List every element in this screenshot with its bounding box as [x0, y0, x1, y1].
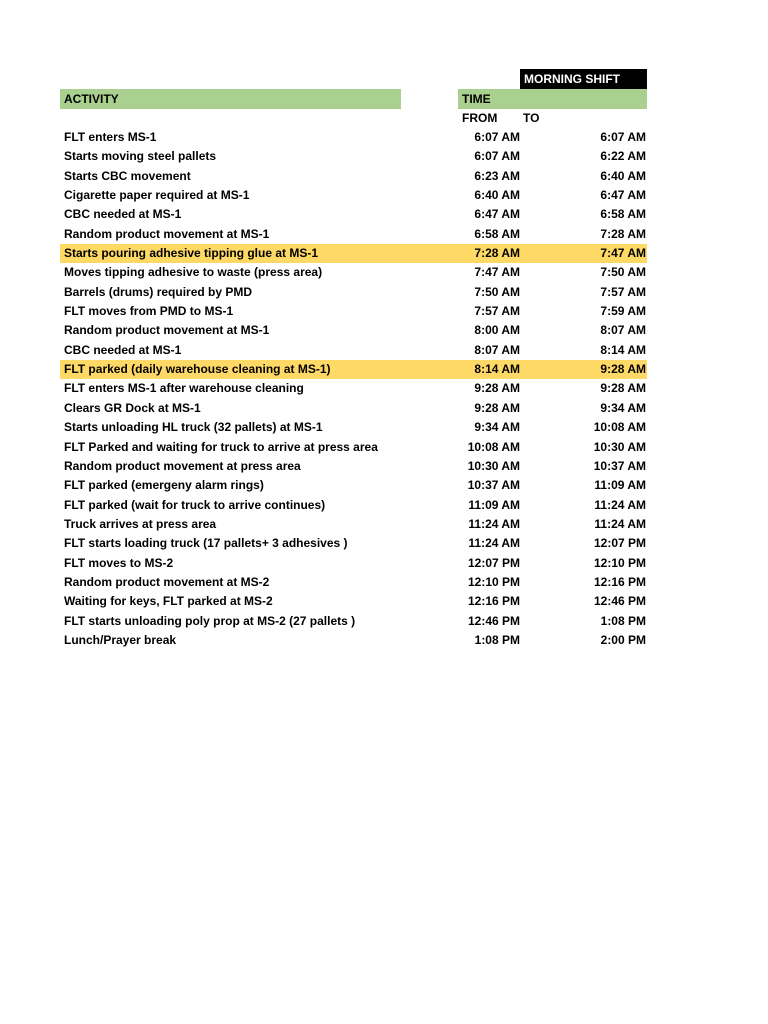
to-time-cell: 1:08 PM	[600, 613, 646, 628]
from-time-cell: 10:08 AM	[467, 439, 520, 454]
to-time-cell: 6:47 AM	[600, 188, 646, 203]
from-time-cell: 9:28 AM	[474, 400, 520, 415]
activity-cell: CBC needed at MS-1	[64, 342, 182, 357]
from-time-cell: 10:30 AM	[467, 458, 520, 473]
to-time-cell: 11:24 AM	[594, 497, 646, 512]
activity-cell: Waiting for keys, FLT parked at MS-2	[64, 594, 273, 609]
table-row	[60, 379, 647, 398]
activity-cell: Barrels (drums) required by PMD	[64, 284, 253, 299]
to-time-cell: 11:09 AM	[594, 478, 646, 493]
to-time-cell: 2:00 PM	[600, 632, 646, 647]
table-row	[60, 515, 647, 534]
to-header: TO	[523, 111, 540, 125]
from-time-cell: 6:47 AM	[474, 207, 520, 222]
to-time-cell: 9:34 AM	[600, 400, 646, 415]
from-time-cell: 6:23 AM	[474, 168, 520, 183]
to-time-cell: 11:24 AM	[594, 516, 646, 531]
table-row	[60, 554, 647, 573]
activity-table	[60, 128, 647, 650]
activity-cell: Truck arrives at press area	[64, 516, 217, 531]
activity-cell: Moves tipping adhesive to waste (press area)	[64, 265, 323, 280]
from-time-cell: 12:46 PM	[467, 613, 520, 628]
activity-cell: FLT parked (emergeny alarm rings)	[64, 478, 264, 493]
table-row	[60, 128, 647, 147]
to-time-cell: 10:37 AM	[593, 458, 646, 473]
from-time-cell: 11:09 AM	[468, 497, 520, 512]
shift-label: MORNING SHIFT	[520, 69, 647, 89]
to-time-cell: 12:07 PM	[593, 536, 646, 551]
table-row	[60, 573, 647, 592]
activity-cell: Random product movement at MS-1	[64, 323, 270, 338]
activity-cell: FLT parked (daily warehouse cleaning at MS-1)	[64, 362, 331, 377]
from-time-cell: 11:24 AM	[468, 536, 520, 551]
table-row	[60, 147, 647, 166]
from-time-cell: 7:28 AM	[474, 246, 520, 261]
from-time-cell: 7:47 AM	[474, 265, 520, 280]
table-row	[60, 225, 647, 244]
activity-cell: Starts unloading HL truck (32 pallets) at MS-1	[64, 420, 323, 435]
table-row	[60, 399, 647, 418]
from-time-cell: 9:34 AM	[474, 420, 520, 435]
to-time-cell: 7:50 AM	[600, 265, 646, 280]
activity-cell: FLT parked (wait for truck to arrive continues)	[64, 497, 326, 512]
from-header: FROM	[462, 111, 498, 125]
activity-cell: Random product movement at MS-2	[64, 574, 270, 589]
from-time-cell: 10:37 AM	[467, 478, 520, 493]
from-time-cell: 8:14 AM	[474, 362, 520, 377]
activity-cell: CBC needed at MS-1	[64, 207, 182, 222]
from-time-cell: 7:57 AM	[474, 304, 520, 319]
table-row	[60, 321, 647, 340]
activity-cell: FLT moves to MS-2	[64, 555, 174, 570]
activity-cell: Clears GR Dock at MS-1	[64, 400, 201, 415]
table-row	[60, 283, 647, 302]
from-time-cell: 1:08 PM	[474, 632, 520, 647]
activity-cell: Random product movement at MS-1	[64, 226, 270, 241]
table-row	[60, 457, 647, 476]
table-row	[60, 302, 647, 321]
table-row	[60, 205, 647, 224]
activity-cell: FLT enters MS-1	[64, 130, 157, 144]
from-time-cell: 12:10 PM	[467, 574, 520, 589]
activity-cell: FLT Parked and waiting for truck to arrive at press area	[64, 439, 378, 454]
activity-cell: Starts moving steel pallets	[64, 149, 217, 164]
to-time-cell: 12:16 PM	[593, 574, 646, 589]
from-time-cell: 6:58 AM	[474, 226, 520, 241]
to-time-cell: 10:08 AM	[593, 420, 646, 435]
to-time-cell: 9:28 AM	[600, 381, 646, 396]
table-row	[60, 612, 647, 631]
from-time-cell: 6:40 AM	[474, 188, 520, 203]
to-time-cell: 10:30 AM	[593, 439, 646, 454]
activity-cell: FLT starts loading truck (17 pallets+ 3 adhesives )	[64, 536, 348, 551]
to-time-cell: 8:14 AM	[600, 342, 646, 357]
to-time-cell: 8:07 AM	[600, 323, 646, 338]
from-time-cell: 9:28 AM	[474, 381, 520, 396]
from-time-cell: 8:07 AM	[474, 342, 520, 357]
to-time-cell: 7:57 AM	[600, 284, 646, 299]
table-row	[60, 496, 647, 515]
from-time-cell: 7:50 AM	[474, 284, 520, 299]
activity-cell: FLT moves from PMD to MS-1	[64, 304, 234, 319]
to-time-cell: 9:28 AM	[600, 362, 646, 377]
table-row	[60, 631, 647, 650]
table-row	[60, 534, 647, 553]
from-time-cell: 11:24 AM	[468, 516, 520, 531]
activity-cell: Starts CBC movement	[64, 168, 191, 183]
from-time-cell: 6:07 AM	[474, 130, 520, 144]
table-row	[60, 476, 647, 495]
activity-cell: Random product movement at press area	[64, 458, 301, 473]
to-time-cell: 6:07 AM	[600, 130, 646, 144]
table-row	[60, 186, 647, 205]
from-time-cell: 12:07 PM	[467, 555, 520, 570]
table-row	[60, 263, 647, 282]
activity-cell: Lunch/Prayer break	[64, 632, 177, 647]
to-time-cell: 12:46 PM	[593, 594, 646, 609]
from-time-cell: 6:07 AM	[474, 149, 520, 164]
from-time-cell: 8:00 AM	[474, 323, 520, 338]
table-row	[60, 167, 647, 186]
to-time-cell: 7:47 AM	[600, 246, 646, 261]
table-row	[60, 360, 647, 379]
to-time-cell: 7:28 AM	[600, 226, 646, 241]
time-header: TIME	[458, 89, 647, 109]
activity-header: ACTIVITY	[60, 89, 401, 109]
from-time-cell: 12:16 PM	[467, 594, 520, 609]
table-row	[60, 418, 647, 437]
table-row	[60, 438, 647, 457]
table-row	[60, 341, 647, 360]
to-time-cell: 6:58 AM	[600, 207, 646, 222]
to-time-cell: 7:59 AM	[600, 304, 646, 319]
activity-cell: Cigarette paper required at MS-1	[64, 188, 250, 203]
table-row	[60, 592, 647, 611]
to-time-cell: 6:40 AM	[600, 168, 646, 183]
activity-cell: FLT starts unloading poly prop at MS-2 (27 pallets )	[64, 613, 356, 628]
activity-cell: FLT enters MS-1 after warehouse cleaning	[64, 381, 304, 396]
table-row	[60, 244, 647, 263]
activity-cell: Starts pouring adhesive tipping glue at MS-1	[64, 246, 319, 261]
to-time-cell: 6:22 AM	[600, 149, 646, 164]
to-time-cell: 12:10 PM	[593, 555, 646, 570]
